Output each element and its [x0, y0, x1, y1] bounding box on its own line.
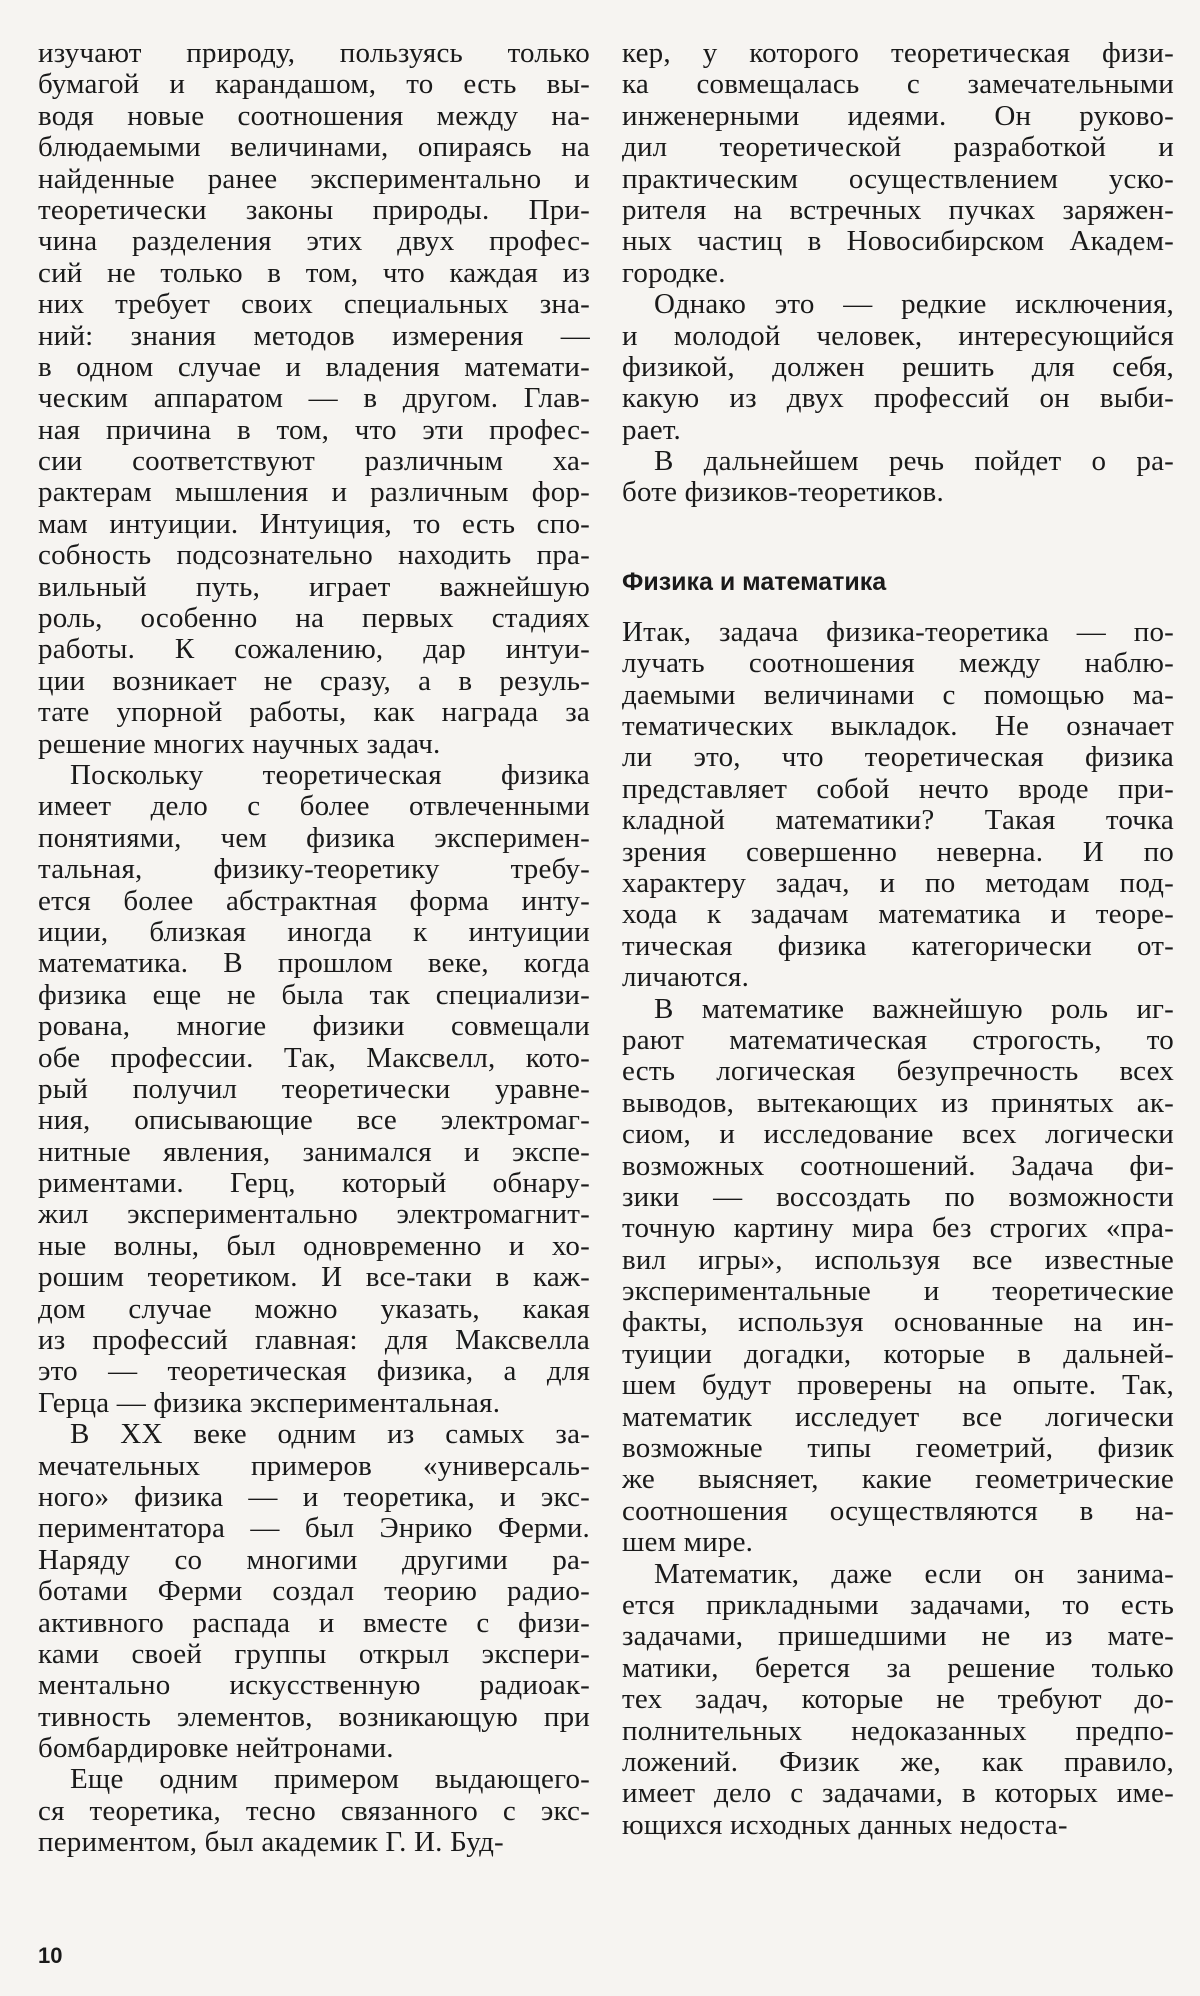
text-line: В дальнейшем речь пойдет о ра-	[654, 446, 1174, 478]
page-number: 10	[38, 1943, 63, 1968]
paragraph	[622, 38, 1174, 289]
section-heading: Физика и математика	[622, 567, 887, 596]
text-line: ками своей группы открыл экспери-	[38, 1638, 590, 1670]
text-line: Еще одним примером выдающего-	[70, 1764, 590, 1796]
text-line: В математике важнейшую роль иг-	[654, 993, 1174, 1025]
text-line: ется более абстрактная форма инту-	[38, 885, 590, 917]
text-line: вильный путь, играет важнейшую	[38, 571, 590, 603]
text-line: инженерными идеями. Он руково-	[622, 100, 1174, 132]
paragraph	[38, 1419, 590, 1764]
text-line: шем будут проверены на опыте. Так,	[622, 1370, 1174, 1402]
text-line: сий не только в том, что каждая из	[38, 257, 590, 289]
text-line: факты, используя основанные на ин-	[622, 1307, 1174, 1339]
paragraph	[38, 760, 590, 1419]
text-line: ли это, что теоретическая физика	[622, 742, 1174, 774]
text-line: ции возникает не сразу, а в резуль-	[38, 665, 590, 697]
text-line: характеру задач, и по методам под-	[622, 867, 1174, 899]
text-line: Математик, даже если он занима-	[654, 1558, 1174, 1590]
text-line: ний: знания методов измерения —	[38, 320, 590, 352]
text-line: и молодой человек, интересующийся	[622, 320, 1174, 352]
text-line: ментально искусственную радиоак-	[38, 1670, 590, 1702]
text-line: имеет дело с задачами, в которых име-	[622, 1778, 1174, 1810]
text-line: ботами Ферми создал теорию радио-	[38, 1576, 590, 1608]
text-line: ные волны, был одновременно и хо-	[38, 1230, 590, 1262]
section-spacer	[622, 597, 1174, 617]
text-line: точную картину мира без строгих «пра-	[622, 1213, 1174, 1245]
paragraph	[622, 994, 1174, 1559]
text-line: же выясняет, какие геометрические	[622, 1464, 1174, 1496]
text-line: мечательных примеров «универсаль-	[38, 1450, 590, 1482]
text-line: водя новые соотношения между на-	[38, 100, 590, 132]
left-column	[38, 38, 590, 1859]
text-line: решение многих научных задач.	[38, 728, 441, 760]
text-line: рована, многие физики совмещали	[38, 1011, 590, 1043]
text-line: собность подсознательно находить пра-	[38, 540, 590, 572]
paragraph	[38, 38, 590, 760]
text-line: Герца — физика экспериментальная.	[38, 1387, 501, 1419]
text-line: рошим теоретиком. И все-таки в каж-	[38, 1262, 590, 1294]
paragraph	[622, 617, 1174, 994]
text-line: экспериментальные и теоретические	[622, 1276, 1174, 1308]
text-line: них требует своих специальных зна-	[38, 289, 590, 321]
text-line: теоретически законы природы. При-	[38, 194, 590, 226]
text-line: понятиями, чем физика эксперимен-	[38, 822, 590, 854]
text-line: иции, близкая иногда к интуиции	[38, 916, 590, 948]
paragraph	[622, 446, 1174, 509]
text-line: кер, у которого теоретическая физи-	[622, 38, 1174, 69]
text-line: тивность элементов, возникающую при	[38, 1701, 590, 1733]
text-line: городке.	[622, 257, 726, 289]
text-line: бумагой и карандашом, то есть вы-	[38, 69, 590, 101]
text-line: выводов, вытекающих из принятых ак-	[622, 1087, 1174, 1119]
text-line: бомбардировке нейтронами.	[38, 1733, 394, 1765]
text-line: боте физиков-теоретиков.	[622, 477, 944, 509]
text-line: найденные ранее экспериментально и	[38, 163, 590, 195]
text-line: ная причина в том, что эти профес-	[38, 414, 590, 446]
text-line: жил экспериментально электромагнит-	[38, 1199, 590, 1231]
text-line: вил игры», используя все известные	[622, 1244, 1174, 1276]
text-line: физикой, должен решить для себя,	[622, 351, 1174, 383]
text-line: Поскольку теоретическая физика	[70, 759, 590, 791]
text-line: периментом, был академик Г. И. Буд-	[38, 1827, 504, 1859]
text-line: рителя на встречных пучках заряжен-	[622, 194, 1174, 226]
text-line: тате упорной работы, как награда за	[38, 697, 590, 729]
text-line: тематических выкладок. Не означает	[622, 711, 1174, 743]
text-line: В XX веке одним из самых за-	[70, 1419, 590, 1451]
text-line: Итак, задача физика-теоретика — по-	[622, 616, 1174, 648]
text-line: ния, описывающие все электромаг-	[38, 1105, 590, 1137]
text-line: задачами, пришедшими не из мате-	[622, 1621, 1174, 1653]
text-line: матики, берется за решение только	[622, 1652, 1174, 1684]
right-column	[622, 38, 1174, 1841]
text-line: тех задач, которые не требуют до-	[622, 1684, 1174, 1716]
text-line: Наряду со многими другими ра-	[38, 1544, 590, 1576]
text-line: ющихся исходных данных недоста-	[622, 1809, 1068, 1841]
text-line: зики — воссоздать по возможности	[622, 1181, 1174, 1213]
text-line: периментатора — был Энрико Ферми.	[38, 1513, 590, 1545]
text-line: хода к задачам математика и теоре-	[622, 899, 1174, 931]
text-line: рактерам мышления и различным фор-	[38, 477, 590, 509]
text-line: активного распада и вместе с физи-	[38, 1607, 590, 1639]
text-line: ется прикладными задачами, то есть	[622, 1589, 1174, 1621]
text-line: рает.	[622, 414, 681, 446]
text-line: блюдаемыми величинами, опираясь на	[38, 132, 590, 164]
text-line: сиом, и исследование всех логически	[622, 1119, 1174, 1151]
text-line: шем мире.	[622, 1527, 754, 1559]
text-line: Однако это — редкие исключения,	[654, 289, 1174, 321]
text-line: представляет собой нечто вроде при-	[622, 773, 1174, 805]
text-line: соотношения осуществляются в на-	[622, 1495, 1174, 1527]
paragraph	[622, 289, 1174, 446]
text-line: кладной математики? Такая точка	[622, 805, 1174, 837]
text-line: ческим аппаратом — в другом. Глав-	[38, 383, 590, 415]
text-line: рают математическая строгость, то	[622, 1024, 1174, 1056]
text-line: в одном случае и владения математи-	[38, 351, 590, 383]
text-line: физика еще не была так специализи-	[38, 979, 590, 1011]
text-line: изучают природу, пользуясь только	[38, 38, 590, 69]
text-line: зрения совершенно неверна. И по	[622, 836, 1174, 868]
text-line: есть логическая безупречность всех	[622, 1056, 1174, 1088]
text-line: лучать соотношения между наблю-	[622, 648, 1174, 680]
text-line: тическая физика категорически от-	[622, 930, 1174, 962]
text-line: туиции догадки, которые в дальней-	[622, 1338, 1174, 1370]
text-line: риментами. Герц, который обнару-	[38, 1168, 590, 1200]
text-line: дом случае можно указать, какая	[38, 1293, 590, 1325]
text-line: полнительных недоказанных предпо-	[622, 1715, 1174, 1747]
text-line: ных частиц в Новосибирском Академ-	[622, 226, 1174, 258]
text-line: ного» физика — и теоретика, и экс-	[38, 1481, 590, 1513]
paragraph	[38, 1764, 590, 1858]
text-line: ка совмещалась с замечательными	[622, 69, 1174, 101]
text-line: ложений. Физик же, как правило,	[622, 1746, 1174, 1778]
text-line: какую из двух профессий он выби-	[622, 383, 1174, 415]
text-line: дил теоретической разработкой и	[622, 132, 1174, 164]
text-line: ся теоретика, тесно связанного с экс-	[38, 1795, 590, 1827]
text-line: возможные типы геометрий, физик	[622, 1433, 1174, 1465]
text-line: математик исследует все логически	[622, 1401, 1174, 1433]
text-line: мам интуиции. Интуиция, то есть спо-	[38, 508, 590, 540]
text-line: личаются.	[622, 962, 750, 994]
paragraph	[622, 1559, 1174, 1842]
text-line: чина разделения этих двух профес-	[38, 226, 590, 258]
text-line: рый получил теоретически уравне-	[38, 1073, 590, 1105]
text-line: это — теоретическая физика, а для	[38, 1356, 590, 1388]
text-line: тальная, физику-теоретику требу-	[38, 854, 590, 886]
text-line: сии соответствуют различным ха-	[38, 446, 590, 478]
text-line: практическим осуществлением уско-	[622, 163, 1174, 195]
text-line: имеет дело с более отвлеченными	[38, 791, 590, 823]
text-line: работы. К сожалению, дар интуи-	[38, 634, 590, 666]
text-line: нитные явления, занимался и экспе-	[38, 1136, 590, 1168]
text-line: математика. В прошлом веке, когда	[38, 948, 590, 980]
text-line: обе профессии. Так, Максвелл, кото-	[38, 1042, 590, 1074]
text-line: даемыми величинами с помощью ма-	[622, 679, 1174, 711]
section-spacer	[622, 509, 1174, 567]
text-line: возможных соотношений. Задача фи-	[622, 1150, 1174, 1182]
text-line: из профессий главная: для Максвелла	[38, 1325, 590, 1357]
text-line: роль, особенно на первых стадиях	[38, 603, 590, 635]
